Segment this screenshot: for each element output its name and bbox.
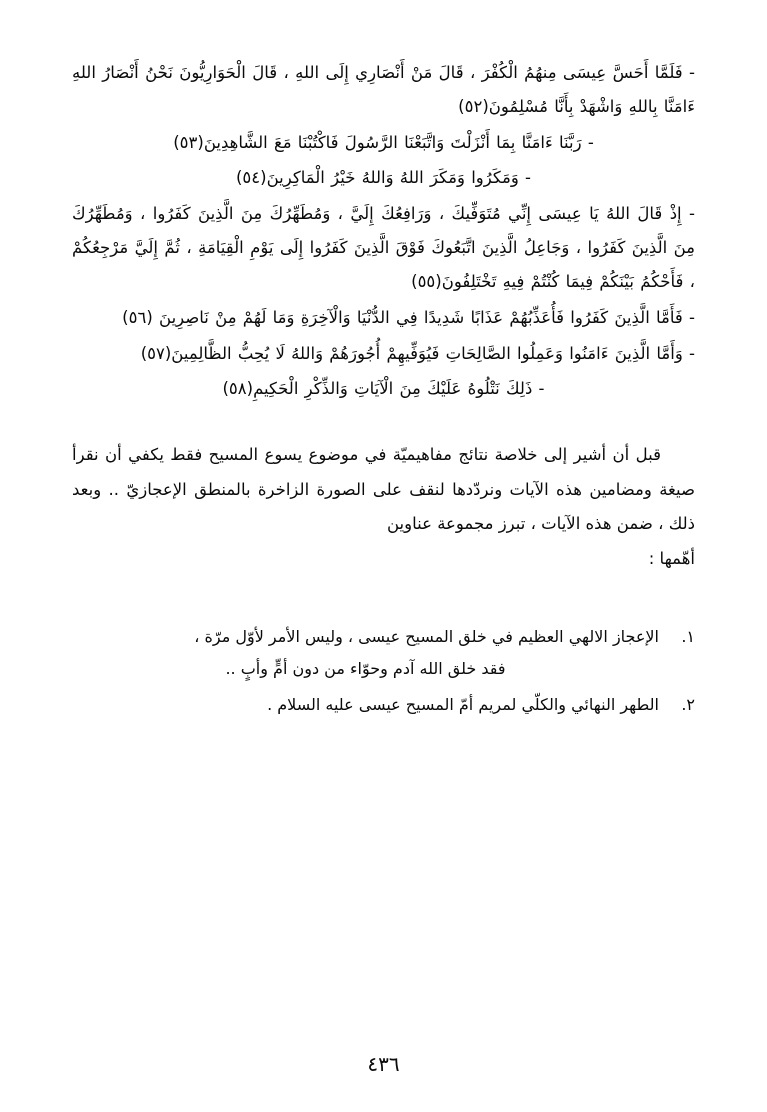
verse-line: - إِذْ قَالَ اللهُ يَا عِيسَى إِنِّي مُتَوَفِّيكَ ، وَرَافِعُكَ إِلَيَّ ، وَمُطَهِّرُكَ مِنَ الَّذِينَ كَفَرُوا ، وَمُطَهِّرُكَ مِنَ الَّذِينَ كَفَرُوا ، وَجَاعِلُ الَّذِينَ اتَّبَعُوكَ فَوْقَ الَّذِينَ كَفَرُوا إِلَى يَوْمِ الْقِيَامَةِ ، ثُمَّ إِلَيَّ مَرْجِعُكُمْ ، فَأَحْكُمُ بَيْنَكُمْ فِيمَا كُنْتُمْ فِيهِ تَخْتَلِفُونَ(٥٥) <box>72 204 695 291</box>
list-item-continuation: فقد خلق الله آدم وحوّاء من دون أمٍّ وأبٍ .. <box>225 658 506 678</box>
verse-line: - وَأَمَّا الَّذِينَ ءَامَنُوا وَعَمِلُوا الصَّالِحَاتِ فَيُوَفِّيهِمْ أُجُورَهُمْ وَاللهُ لَا يُحِبُّ الظَّالِمِينَ(٥٧) <box>140 343 695 363</box>
body-paragraph-block <box>72 438 695 583</box>
verse-line: - ذَلِكَ نَتْلُوهُ عَلَيْكَ مِنَ الْآيَاتِ وَالذِّكْرِ الْحَكِيمِ(٥٨) <box>222 379 545 399</box>
list-item-text <box>72 689 659 721</box>
list-item <box>72 621 695 685</box>
layout-spacer <box>72 725 695 1088</box>
list-item-marker: ٢. <box>681 694 695 714</box>
list-item-main: الطهر النهائي والكلّي لمريم أمّ المسيح عيسى عليه السلام . <box>267 694 659 714</box>
body-paragraph <box>72 438 695 577</box>
quran-verses-block <box>72 56 695 408</box>
list-item-marker: ١. <box>681 626 695 646</box>
verse-line: - فَأَمَّا الَّذِينَ كَفَرُوا فَأُعَذِّبُهُمْ عَذَابًا شَدِيدًا فِي الدُّنْيَا وَالْآخِرَةِ وَمَا لَهُمْ مِنْ نَاصِرِينَ (٥٦) <box>122 307 695 327</box>
paragraph-text: قبل أن أشير إلى خلاصة نتائج مفاهيميّة في موضوع يسوع المسيح فقط يكفي أن نقرأ صيغة ومضامين هذه الآيات ونردّدها لنقف على الصورة الزاخرة بالمنطق الإعجازيّ .. وبعد ذلك ، ضمن هذه الآيات ، تبرز مجموعة عناوين <box>72 445 695 534</box>
verse-line: - فَلَمَّا أَحَسَّ عِيسَى مِنهُمُ الْكُفْرَ ، قَالَ مَنْ أَنْصَارِي إِلَى اللهِ ، قَالَ الْحَوَارِيُّونَ نَحْنُ أَنْصَارُ اللهِ ءَامَنَّا بِاللهِ وَاشْهَدْ بِأَنَّا مُسْلِمُونَ(٥٢) <box>72 63 695 116</box>
verse-line: - رَبَّنَا ءَامَنَّا بِمَا أَنْزَلْتَ وَاتَّبَعْنَا الرَّسُولَ فَاكْتُبْنَا مَعَ الشَّاهِدِينَ(٥٣) <box>173 132 594 152</box>
list-item-text <box>72 621 659 685</box>
list-item <box>72 689 695 721</box>
paragraph-last-line: أهّمها : <box>648 549 695 569</box>
numbered-list <box>72 621 695 725</box>
page-number: ٤٣٦ <box>367 1052 400 1076</box>
verse-line: - وَمَكَرُوا وَمَكَرَ اللهُ وَاللهُ خَيْرُ الْمَاكِرِينَ(٥٤) <box>235 168 531 188</box>
list-item-main: الإعجاز الالهي العظيم في خلق المسيح عيسى ، وليس الأمر لأوّل مرّة ، <box>194 626 659 646</box>
